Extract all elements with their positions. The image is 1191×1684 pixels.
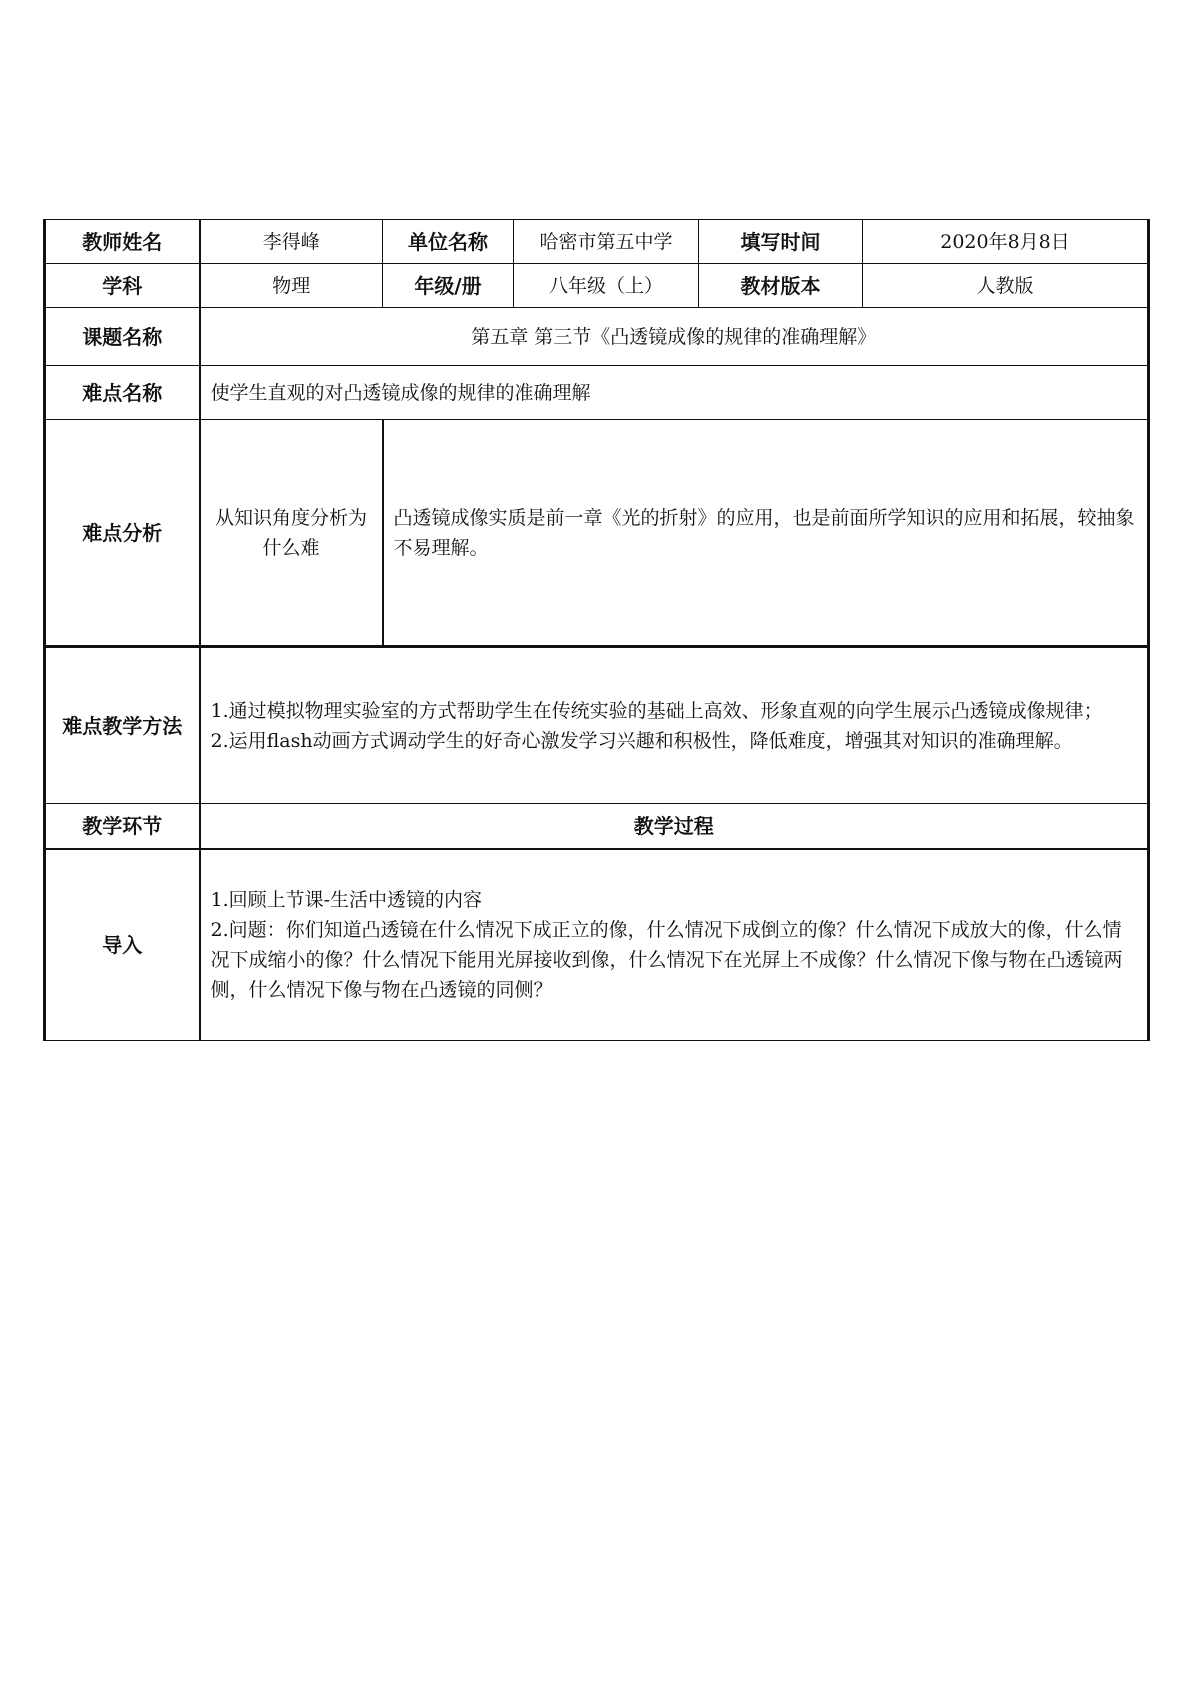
method-row [45, 647, 1149, 804]
lesson-form-table [43, 219, 1150, 1041]
intro-line-2: 2.问题：你们知道凸透镜在什么情况下成正立的像，什么情况下成倒立的像？什么情况下成放大的像，什么情况下成缩小的像？什么情况下能用光屏接收到像，什么情况下在光屏上不成像？什么情况下像与物在凸透镜两侧，什么情况下像与物在凸透镜的同侧？ [210, 918, 1123, 1001]
difficulty-row [45, 366, 1149, 420]
fill-date-label: 填写时间 [699, 220, 863, 264]
subject-value: 物理 [200, 264, 383, 308]
header-row-1 [45, 220, 1149, 264]
intro-label: 导入 [45, 849, 200, 1041]
difficulty-value: 使学生直观的对凸透镜成像的规律的准确理解 [200, 366, 1149, 420]
method-line-2: 2.运用flash动画方式调动学生的好奇心激发学习兴趣和积极性，降低难度，增强其对知识的准确理解。 [210, 729, 1073, 752]
intro-row [45, 849, 1149, 1041]
teacher-name-label: 教师姓名 [45, 220, 200, 264]
fill-date-value: 2020年8月8日 [863, 220, 1149, 264]
process-label: 教学过程 [200, 804, 1149, 849]
method-label: 难点教学方法 [45, 647, 200, 804]
unit-name-label: 单位名称 [383, 220, 514, 264]
intro-line-1: 1.回顾上节课-生活中透镜的内容 [210, 888, 483, 911]
method-content [200, 647, 1149, 804]
edition-value: 人教版 [863, 264, 1149, 308]
grade-label: 年级/册 [383, 264, 514, 308]
intro-content [200, 849, 1149, 1041]
edition-label: 教材版本 [699, 264, 863, 308]
analysis-sub-label: 从知识角度分析为什么难 [200, 420, 383, 647]
topic-row [45, 308, 1149, 366]
process-stage-label: 教学环节 [45, 804, 200, 849]
analysis-row [45, 420, 1149, 647]
analysis-label: 难点分析 [45, 420, 200, 647]
subject-label: 学科 [45, 264, 200, 308]
unit-name-value: 哈密市第五中学 [514, 220, 699, 264]
difficulty-label: 难点名称 [45, 366, 200, 420]
header-row-2 [45, 264, 1149, 308]
teacher-name-value: 李得峰 [200, 220, 383, 264]
topic-value: 第五章 第三节《凸透镜成像的规律的准确理解》 [200, 308, 1149, 366]
analysis-value: 凸透镜成像实质是前一章《光的折射》的应用，也是前面所学知识的应用和拓展，较抽象不易理解。 [383, 420, 1149, 647]
grade-value: 八年级（上） [514, 264, 699, 308]
topic-label: 课题名称 [45, 308, 200, 366]
process-header-row [45, 804, 1149, 849]
method-line-1: 1.通过模拟物理实验室的方式帮助学生在传统实验的基础上高效、形象直观的向学生展示凸透镜成像规律； [210, 699, 1103, 722]
